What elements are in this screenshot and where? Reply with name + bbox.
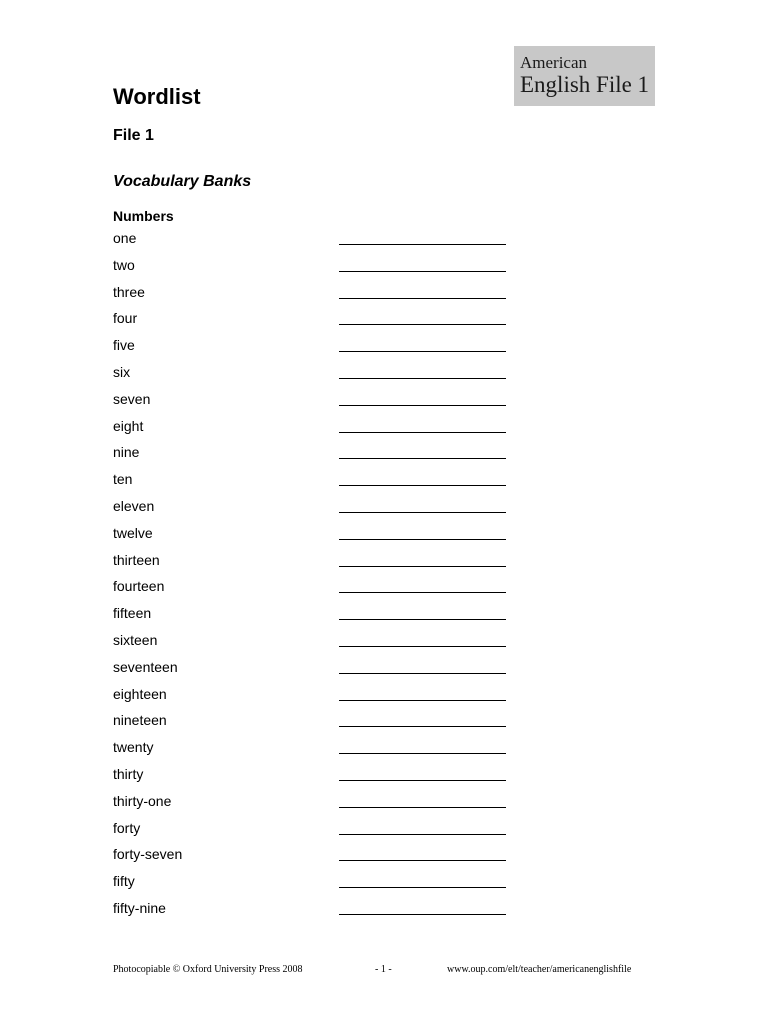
answer-blank-line	[339, 458, 506, 459]
word-row	[113, 469, 513, 496]
word-row	[113, 657, 513, 684]
word-row	[113, 550, 513, 577]
word-text: nine	[113, 444, 140, 461]
word-text: eight	[113, 417, 144, 434]
answer-blank-line	[339, 887, 506, 888]
word-row	[113, 335, 513, 362]
page-title: Wordlist	[113, 84, 201, 109]
word-row	[113, 389, 513, 416]
word-text: twenty	[113, 739, 154, 756]
word-text: fourteen	[113, 578, 165, 595]
word-row	[113, 684, 513, 711]
logo-line-american: American	[520, 53, 588, 72]
section-heading: Vocabulary Banks	[113, 173, 252, 190]
answer-blank-line	[339, 324, 506, 325]
answer-blank-line	[339, 860, 506, 861]
word-text: forty	[113, 819, 141, 836]
word-text: six	[113, 363, 131, 380]
word-row	[113, 416, 513, 443]
footer-page-number: - 1 -	[375, 964, 392, 975]
answer-blank-line	[339, 432, 506, 433]
word-text: five	[113, 337, 135, 354]
subsection-heading: Numbers	[113, 208, 174, 224]
word-text: fifty-nine	[113, 899, 166, 916]
answer-blank-line	[339, 351, 506, 352]
word-row	[113, 737, 513, 764]
word-row	[113, 308, 513, 335]
word-row	[113, 710, 513, 737]
file-heading: File 1	[113, 127, 154, 144]
word-list	[113, 228, 513, 925]
word-text: seventeen	[113, 658, 178, 675]
answer-blank-line	[339, 753, 506, 754]
answer-blank-line	[339, 485, 506, 486]
word-row	[113, 523, 513, 550]
word-row	[113, 496, 513, 523]
word-row	[113, 603, 513, 630]
answer-blank-line	[339, 673, 506, 674]
word-row	[113, 898, 513, 925]
word-text: thirteen	[113, 551, 160, 568]
answer-blank-line	[339, 512, 506, 513]
word-text: ten	[113, 471, 133, 488]
word-row	[113, 255, 513, 282]
word-text: thirty	[113, 765, 144, 782]
word-text: fifteen	[113, 605, 152, 622]
word-text: thirty-one	[113, 792, 172, 809]
answer-blank-line	[339, 726, 506, 727]
word-text: sixteen	[113, 631, 158, 648]
answer-blank-line	[339, 700, 506, 701]
word-text: fifty	[113, 873, 135, 890]
publisher-logo	[514, 46, 655, 106]
answer-blank-line	[339, 780, 506, 781]
word-row	[113, 630, 513, 657]
answer-blank-line	[339, 298, 506, 299]
word-text: eighteen	[113, 685, 167, 702]
answer-blank-line	[339, 539, 506, 540]
word-row	[113, 818, 513, 845]
answer-blank-line	[339, 592, 506, 593]
word-text: eleven	[113, 497, 155, 514]
answer-blank-line	[339, 834, 506, 835]
word-row	[113, 844, 513, 871]
answer-blank-line	[339, 807, 506, 808]
word-text: four	[113, 310, 138, 327]
word-text: nineteen	[113, 712, 167, 729]
footer-copyright: Photocopiable © Oxford University Press 2008	[113, 964, 303, 975]
answer-blank-line	[339, 566, 506, 567]
word-text: forty-seven	[113, 846, 183, 863]
answer-blank-line	[339, 271, 506, 272]
word-row	[113, 871, 513, 898]
answer-blank-line	[339, 619, 506, 620]
word-text: one	[113, 230, 137, 246]
word-row	[113, 442, 513, 469]
answer-blank-line	[339, 646, 506, 647]
word-text: seven	[113, 390, 151, 407]
word-row	[113, 576, 513, 603]
word-row	[113, 228, 513, 255]
answer-blank-line	[339, 914, 506, 915]
word-row	[113, 362, 513, 389]
word-text: two	[113, 256, 135, 273]
answer-blank-line	[339, 244, 506, 245]
answer-blank-line	[339, 405, 506, 406]
answer-blank-line	[339, 378, 506, 379]
word-text: three	[113, 283, 145, 300]
word-text: twelve	[113, 524, 153, 541]
word-row	[113, 764, 513, 791]
logo-line-english-file: English File 1	[520, 72, 650, 97]
word-row	[113, 282, 513, 309]
word-row	[113, 791, 513, 818]
footer-url: www.oup.com/elt/teacher/americanenglishfile	[447, 964, 632, 975]
